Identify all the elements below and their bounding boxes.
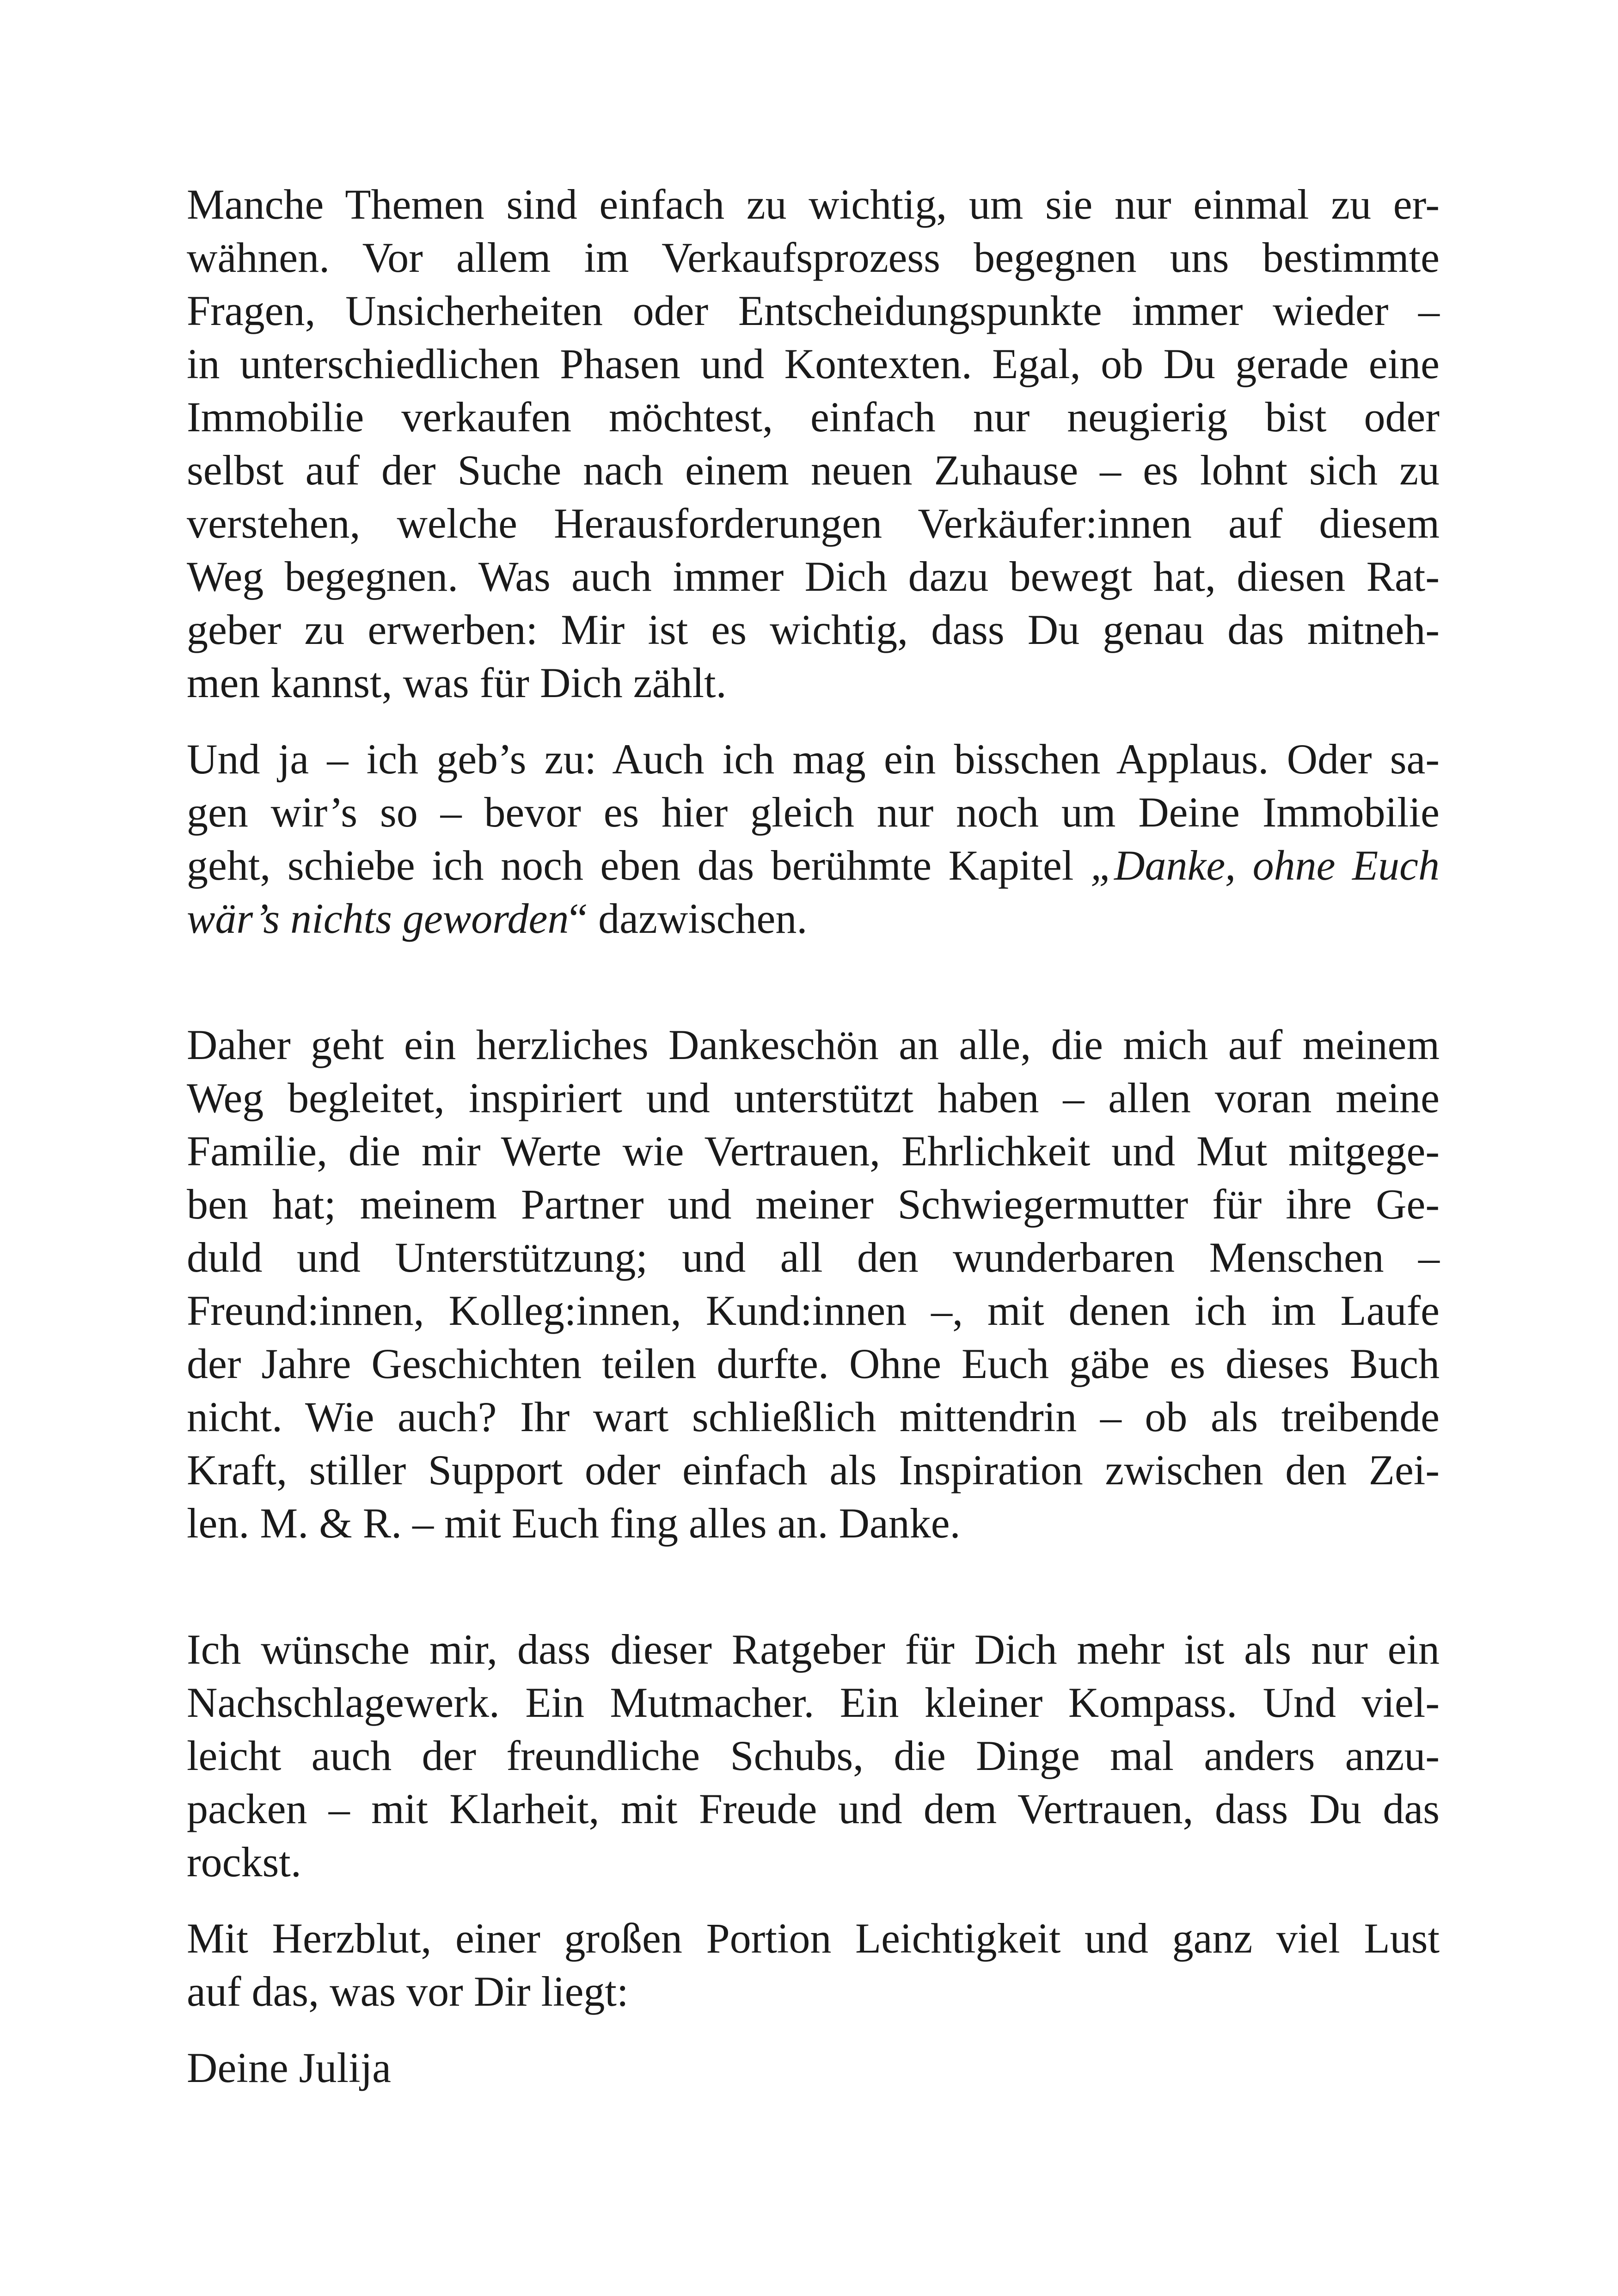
paragraph-spacer — [187, 1889, 1440, 1912]
text-line: len. M. & R. – mit Euch fing alles an. Danke. — [187, 1500, 961, 1547]
text-line: geber zu erwerben: Mir ist es wichtig, dass Du genau das mitneh- — [187, 606, 1440, 653]
text-line: Manche Themen sind einfach zu wichtig, um sie nur einmal zu er- — [187, 181, 1440, 228]
text-line: Kraft, stiller Support oder einfach als Inspiration zwischen den Zei- — [187, 1446, 1440, 1494]
paragraph-spacer — [187, 710, 1440, 733]
chapter-title-quote: „Danke, ohne Euch — [1090, 842, 1440, 889]
text-line — [187, 839, 1440, 892]
paragraph-spacer — [187, 2018, 1440, 2041]
paragraph-closing — [187, 1912, 1440, 2018]
text-line: duld und Unterstützung; und all den wunderbaren Menschen – — [187, 1234, 1440, 1281]
text-line: Mit Herzblut, einer großen Portion Leichtigkeit und ganz viel Lust — [187, 1915, 1440, 1962]
text-line: selbst auf der Suche nach einem neuen Zuhause – es lohnt sich zu — [187, 447, 1440, 494]
paragraph-applause — [187, 733, 1440, 945]
text-line: Familie, die mir Werte wie Vertrauen, Ehrlichkeit und Mut mitgege- — [187, 1127, 1440, 1175]
text-line: gen wir’s so – bevor es hier gleich nur noch um Deine Immobilie — [187, 789, 1440, 836]
signature-line: Deine Julija — [187, 2044, 391, 2091]
paragraph-spacer — [187, 1550, 1440, 1623]
text-line — [187, 892, 1440, 945]
text-fragment: “ dazwischen. — [569, 895, 808, 942]
text-line: Immobilie verkaufen möchtest, einfach nur neugierig bist oder — [187, 393, 1440, 441]
text-line: der Jahre Geschichten teilen durfte. Ohne Euch gäbe es dieses Buch — [187, 1340, 1440, 1387]
text-fragment: geht, schiebe ich noch eben das berühmte Kapitel — [187, 842, 1091, 889]
chapter-title-quote: wär’s nichts geworden — [187, 895, 569, 942]
text-line: rockst. — [187, 1838, 301, 1886]
text-line: Daher geht ein herzliches Dankeschön an alle, die mich auf meinem — [187, 1021, 1440, 1068]
text-line: verstehen, welche Herausforderungen Verkäufer:innen auf diesem — [187, 500, 1440, 547]
body-text — [187, 178, 1440, 2094]
text-line: in unterschiedlichen Phasen und Kontexten. Egal, ob Du gerade eine — [187, 340, 1440, 387]
text-line: leicht auch der freundliche Schubs, die Dinge mal anders anzu- — [187, 1732, 1440, 1779]
paragraph-wish — [187, 1623, 1440, 1889]
text-line: Nachschlagewerk. Ein Mutmacher. Ein kleiner Kompass. Und viel- — [187, 1679, 1440, 1726]
text-line: nicht. Wie auch? Ihr wart schließlich mittendrin – ob als treibende — [187, 1393, 1440, 1440]
text-line: Weg begegnen. Was auch immer Dich dazu bewegt hat, diesen Rat- — [187, 553, 1440, 600]
paragraph-spacer — [187, 945, 1440, 1018]
text-line: Weg begleitet, inspiriert und unterstützt haben – allen voran meine — [187, 1074, 1440, 1121]
text-line: men kannst, was für Dich zählt. — [187, 659, 727, 706]
text-line: packen – mit Klarheit, mit Freude und dem Vertrauen, dass Du das — [187, 1785, 1440, 1832]
paragraph-thanks — [187, 1018, 1440, 1550]
text-line: ben hat; meinem Partner und meiner Schwiegermutter für ihre Ge- — [187, 1181, 1440, 1228]
text-line: Freund:innen, Kolleg:innen, Kund:innen –, mit denen ich im Laufe — [187, 1287, 1440, 1334]
text-line: Und ja – ich geb’s zu: Auch ich mag ein bisschen Applaus. Oder sa- — [187, 735, 1440, 783]
signature — [187, 2041, 1440, 2094]
text-line: Ich wünsche mir, dass dieser Ratgeber für Dich mehr ist als nur ein — [187, 1626, 1440, 1673]
text-line: auf das, was vor Dir liegt: — [187, 1968, 629, 2015]
paragraph-intro — [187, 178, 1440, 710]
text-line: wähnen. Vor allem im Verkaufsprozess begegnen uns bestimmte — [187, 234, 1440, 281]
text-line: Fragen, Unsicherheiten oder Entscheidungspunkte immer wieder – — [187, 287, 1440, 334]
